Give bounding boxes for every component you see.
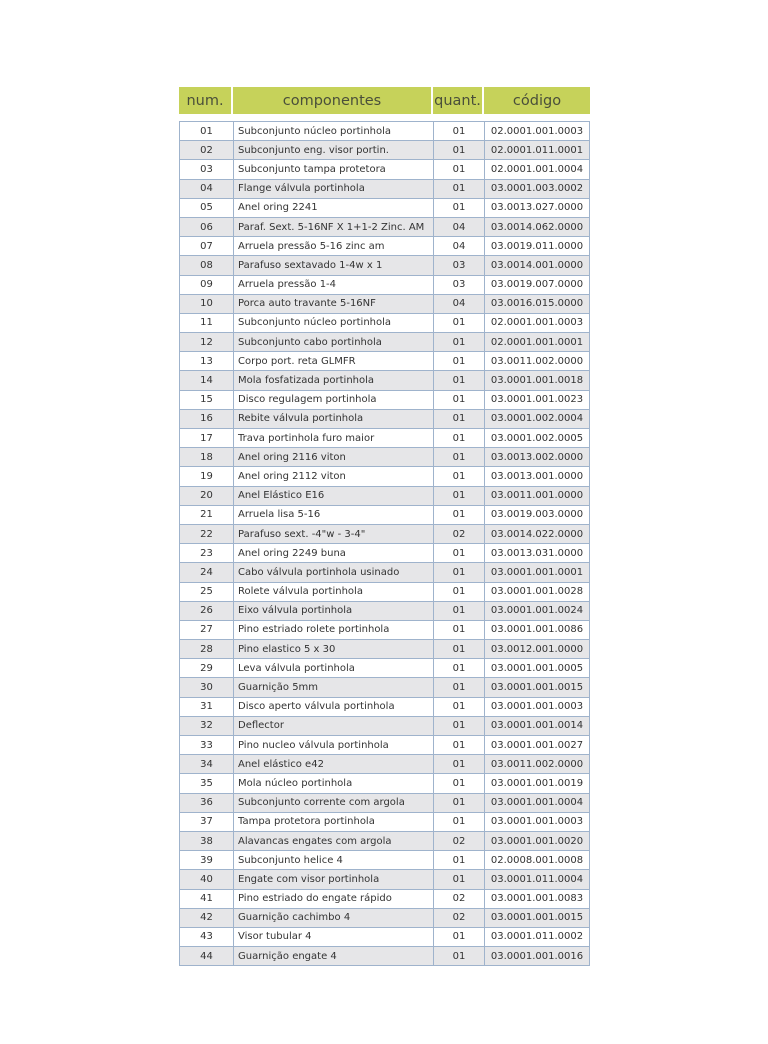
cell-num: 14 [180, 371, 234, 389]
cell-codigo: 03.0001.001.0083 [490, 893, 584, 905]
cell-componente: Pino estriado rolete portinhola [234, 621, 434, 639]
cell-componente: Porca auto travante 5-16NF [234, 295, 434, 313]
cell-quant: 01 [434, 506, 485, 524]
cell-codigo: 03.0001.001.0027 [490, 739, 584, 751]
cell-quant: 01 [434, 870, 485, 888]
cell-componente: Subconjunto núcleo portinhola [234, 122, 434, 140]
cell-componente: Rebite válvula portinhola [234, 410, 434, 428]
cell-codigo: 03.0001.001.0018 [490, 375, 584, 387]
cell-componente: Alavancas engates com argola [234, 832, 434, 850]
cell-num: 17 [180, 429, 234, 447]
cell-num: 30 [180, 678, 234, 696]
table-row [180, 774, 589, 793]
header-quant: quant. [433, 87, 484, 114]
table-row [180, 928, 589, 947]
cell-quant: 01 [434, 160, 485, 178]
cell-num: 26 [180, 602, 234, 620]
cell-codigo: 03.0019.003.0000 [490, 509, 584, 521]
table-row [180, 180, 589, 199]
cell-codigo: 03.0014.022.0000 [490, 528, 584, 540]
cell-codigo: 03.0013.001.0000 [490, 470, 584, 482]
cell-num: 03 [180, 160, 234, 178]
cell-componente: Disco aperto válvula portinhola [234, 698, 434, 716]
cell-componente: Paraf. Sext. 5-16NF X 1+1-2 Zinc. AM [234, 218, 434, 236]
cell-codigo: 03.0013.027.0000 [490, 202, 584, 214]
cell-quant: 01 [434, 391, 485, 409]
cell-quant: 03 [434, 256, 485, 274]
cell-num: 37 [180, 813, 234, 831]
table-row [180, 851, 589, 870]
cell-codigo: 03.0001.001.0003 [490, 701, 584, 713]
cell-codigo: 03.0011.002.0000 [490, 355, 584, 367]
table-row [180, 506, 589, 525]
cell-num: 15 [180, 391, 234, 409]
cell-componente: Mola fosfatizada portinhola [234, 371, 434, 389]
table-row [180, 563, 589, 582]
cell-codigo: 03.0014.062.0000 [490, 221, 584, 233]
table-row [180, 909, 589, 928]
cell-componente: Engate com visor portinhola [234, 870, 434, 888]
cell-componente: Visor tubular 4 [234, 928, 434, 946]
cell-quant: 01 [434, 583, 485, 601]
cell-componente: Flange válvula portinhola [234, 180, 434, 198]
table-row [180, 256, 589, 275]
cell-num: 21 [180, 506, 234, 524]
cell-num: 07 [180, 237, 234, 255]
cell-num: 35 [180, 774, 234, 792]
cell-codigo: 02.0001.001.0003 [490, 125, 584, 137]
cell-quant: 02 [434, 832, 485, 850]
cell-componente: Eixo válvula portinhola [234, 602, 434, 620]
cell-num: 04 [180, 180, 234, 198]
header-componentes: componentes [233, 87, 433, 114]
table-body [179, 121, 590, 966]
cell-num: 24 [180, 563, 234, 581]
parts-table [179, 87, 590, 966]
cell-quant: 01 [434, 640, 485, 658]
cell-codigo: 03.0011.001.0000 [490, 490, 584, 502]
table-row [180, 640, 589, 659]
table-row [180, 371, 589, 390]
cell-codigo: 03.0016.015.0000 [490, 298, 584, 310]
cell-codigo: 03.0001.001.0023 [490, 394, 584, 406]
cell-quant: 01 [434, 947, 485, 965]
cell-num: 40 [180, 870, 234, 888]
cell-num: 23 [180, 544, 234, 562]
cell-codigo: 02.0001.001.0001 [490, 336, 584, 348]
cell-num: 31 [180, 698, 234, 716]
cell-codigo: 02.0001.011.0001 [490, 144, 584, 156]
cell-quant: 02 [434, 525, 485, 543]
cell-quant: 01 [434, 602, 485, 620]
table-row [180, 391, 589, 410]
table-row [180, 755, 589, 774]
table-row [180, 467, 589, 486]
cell-quant: 01 [434, 678, 485, 696]
cell-componente: Arruela lisa 5-16 [234, 506, 434, 524]
cell-quant: 01 [434, 141, 485, 159]
cell-codigo: 03.0014.001.0000 [490, 259, 584, 271]
cell-quant: 01 [434, 755, 485, 773]
cell-num: 13 [180, 352, 234, 370]
cell-codigo: 03.0001.001.0019 [490, 777, 584, 789]
cell-num: 09 [180, 276, 234, 294]
cell-quant: 04 [434, 295, 485, 313]
cell-num: 25 [180, 583, 234, 601]
table-row [180, 678, 589, 697]
cell-codigo: 03.0001.001.0015 [490, 682, 584, 694]
table-row [180, 199, 589, 218]
cell-num: 22 [180, 525, 234, 543]
cell-num: 01 [180, 122, 234, 140]
cell-codigo: 03.0013.002.0000 [490, 451, 584, 463]
cell-componente: Rolete válvula portinhola [234, 583, 434, 601]
cell-num: 08 [180, 256, 234, 274]
cell-quant: 02 [434, 890, 485, 908]
table-row [180, 352, 589, 371]
cell-componente: Anel oring 2249 buna [234, 544, 434, 562]
table-row [180, 410, 589, 429]
cell-componente: Anel oring 2241 [234, 199, 434, 217]
cell-num: 27 [180, 621, 234, 639]
cell-codigo: 02.0008.001.0008 [490, 854, 584, 866]
table-row [180, 870, 589, 889]
table-row [180, 448, 589, 467]
cell-quant: 01 [434, 717, 485, 735]
cell-componente: Trava portinhola furo maior [234, 429, 434, 447]
cell-codigo: 03.0001.011.0002 [490, 931, 584, 943]
table-row [180, 813, 589, 832]
cell-codigo: 03.0001.001.0086 [490, 624, 584, 636]
cell-num: 16 [180, 410, 234, 428]
cell-codigo: 03.0001.003.0002 [490, 183, 584, 195]
table-row [180, 429, 589, 448]
table-row [180, 141, 589, 160]
table-row [180, 890, 589, 909]
cell-num: 18 [180, 448, 234, 466]
table-row [180, 218, 589, 237]
cell-quant: 01 [434, 774, 485, 792]
cell-num: 20 [180, 487, 234, 505]
cell-quant: 02 [434, 909, 485, 927]
cell-componente: Guarnição cachimbo 4 [234, 909, 434, 927]
cell-codigo: 03.0019.007.0000 [490, 279, 584, 291]
cell-num: 38 [180, 832, 234, 850]
table-row [180, 621, 589, 640]
cell-quant: 04 [434, 237, 485, 255]
cell-componente: Deflector [234, 717, 434, 735]
cell-quant: 01 [434, 736, 485, 754]
table-row [180, 832, 589, 851]
table-row [180, 295, 589, 314]
cell-quant: 01 [434, 448, 485, 466]
cell-componente: Tampa protetora portinhola [234, 813, 434, 831]
cell-num: 12 [180, 333, 234, 351]
cell-codigo: 03.0001.001.0014 [490, 720, 584, 732]
cell-quant: 01 [434, 352, 485, 370]
cell-componente: Subconjunto tampa protetora [234, 160, 434, 178]
table-row [180, 544, 589, 563]
table-row [180, 659, 589, 678]
table-header [179, 87, 590, 114]
cell-componente: Anel oring 2112 viton [234, 467, 434, 485]
cell-codigo: 03.0001.001.0028 [490, 586, 584, 598]
cell-componente: Anel Elástico E16 [234, 487, 434, 505]
cell-quant: 01 [434, 563, 485, 581]
cell-codigo: 03.0012.001.0000 [490, 643, 584, 655]
cell-componente: Cabo válvula portinhola usinado [234, 563, 434, 581]
cell-num: 32 [180, 717, 234, 735]
cell-componente: Leva válvula portinhola [234, 659, 434, 677]
cell-componente: Subconjunto cabo portinhola [234, 333, 434, 351]
cell-quant: 01 [434, 371, 485, 389]
cell-codigo: 02.0001.001.0003 [490, 317, 584, 329]
header-codigo: código [484, 87, 590, 114]
cell-componente: Subconjunto eng. visor portin. [234, 141, 434, 159]
cell-quant: 01 [434, 314, 485, 332]
cell-quant: 01 [434, 794, 485, 812]
cell-componente: Parafuso sextavado 1-4w x 1 [234, 256, 434, 274]
table-row [180, 525, 589, 544]
cell-num: 19 [180, 467, 234, 485]
cell-quant: 01 [434, 928, 485, 946]
cell-num: 10 [180, 295, 234, 313]
cell-componente: Corpo port. reta GLMFR [234, 352, 434, 370]
cell-num: 34 [180, 755, 234, 773]
table-row [180, 487, 589, 506]
cell-quant: 01 [434, 429, 485, 447]
table-row [180, 794, 589, 813]
cell-codigo: 03.0001.001.0020 [490, 835, 584, 847]
cell-componente: Pino nucleo válvula portinhola [234, 736, 434, 754]
cell-num: 02 [180, 141, 234, 159]
cell-quant: 01 [434, 199, 485, 217]
cell-quant: 01 [434, 659, 485, 677]
cell-codigo: 03.0013.031.0000 [490, 547, 584, 559]
cell-codigo: 03.0001.001.0015 [490, 912, 584, 924]
cell-quant: 01 [434, 333, 485, 351]
cell-quant: 04 [434, 218, 485, 236]
table-row [180, 160, 589, 179]
cell-componente: Arruela pressão 5-16 zinc am [234, 237, 434, 255]
table-row [180, 314, 589, 333]
cell-componente: Anel oring 2116 viton [234, 448, 434, 466]
cell-componente: Guarnição 5mm [234, 678, 434, 696]
cell-codigo: 03.0001.002.0004 [490, 413, 584, 425]
cell-componente: Anel elástico e42 [234, 755, 434, 773]
cell-num: 43 [180, 928, 234, 946]
cell-codigo: 03.0001.001.0004 [490, 797, 584, 809]
table-row [180, 237, 589, 256]
cell-quant: 01 [434, 851, 485, 869]
cell-num: 33 [180, 736, 234, 754]
cell-codigo: 03.0001.001.0024 [490, 605, 584, 617]
cell-quant: 01 [434, 698, 485, 716]
cell-quant: 01 [434, 122, 485, 140]
table-row [180, 122, 589, 141]
cell-codigo: 02.0001.001.0004 [490, 163, 584, 175]
cell-num: 39 [180, 851, 234, 869]
cell-quant: 03 [434, 276, 485, 294]
cell-componente: Parafuso sext. -4"w - 3-4" [234, 525, 434, 543]
cell-quant: 01 [434, 180, 485, 198]
table-row [180, 736, 589, 755]
cell-codigo: 03.0011.002.0000 [490, 758, 584, 770]
cell-quant: 01 [434, 621, 485, 639]
cell-componente: Subconjunto corrente com argola [234, 794, 434, 812]
cell-quant: 01 [434, 410, 485, 428]
table-row [180, 717, 589, 736]
cell-quant: 01 [434, 467, 485, 485]
cell-num: 44 [180, 947, 234, 965]
header-num: num. [179, 87, 233, 114]
cell-num: 42 [180, 909, 234, 927]
cell-codigo: 03.0001.002.0005 [490, 432, 584, 444]
table-row [180, 276, 589, 295]
cell-num: 05 [180, 199, 234, 217]
table-row [180, 583, 589, 602]
table-row [180, 602, 589, 621]
cell-num: 29 [180, 659, 234, 677]
table-row [180, 333, 589, 352]
cell-num: 11 [180, 314, 234, 332]
cell-codigo: 03.0019.011.0000 [490, 240, 584, 252]
cell-codigo: 03.0001.001.0003 [490, 816, 584, 828]
cell-componente: Arruela pressão 1-4 [234, 276, 434, 294]
cell-componente: Subconjunto núcleo portinhola [234, 314, 434, 332]
cell-componente: Guarnição engate 4 [234, 947, 434, 965]
cell-componente: Pino elastico 5 x 30 [234, 640, 434, 658]
cell-codigo: 03.0001.011.0004 [490, 873, 584, 885]
cell-num: 28 [180, 640, 234, 658]
cell-quant: 01 [434, 813, 485, 831]
table-row [180, 947, 589, 966]
cell-num: 41 [180, 890, 234, 908]
table-row [180, 698, 589, 717]
cell-quant: 01 [434, 487, 485, 505]
cell-quant: 01 [434, 544, 485, 562]
cell-codigo: 03.0001.001.0001 [490, 566, 584, 578]
cell-num: 36 [180, 794, 234, 812]
cell-componente: Mola núcleo portinhola [234, 774, 434, 792]
cell-componente: Disco regulagem portinhola [234, 391, 434, 409]
cell-codigo: 03.0001.001.0005 [490, 662, 584, 674]
cell-componente: Subconjunto helice 4 [234, 851, 434, 869]
cell-codigo: 03.0001.001.0016 [490, 950, 584, 962]
cell-num: 06 [180, 218, 234, 236]
cell-componente: Pino estriado do engate rápido [234, 890, 434, 908]
